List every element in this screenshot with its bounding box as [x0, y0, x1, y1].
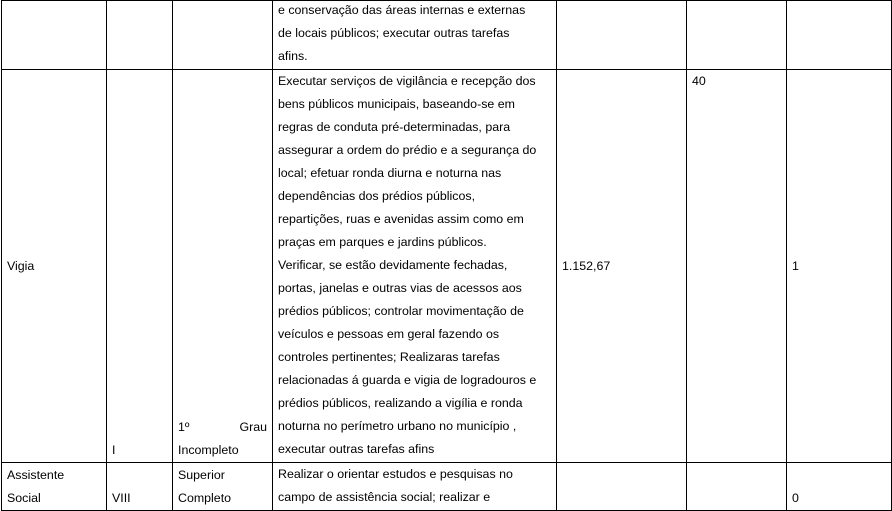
atribuicoes-line: Executar serviços de vigilância e recepção dos: [278, 74, 536, 88]
escolaridade-cell: [173, 70, 273, 463]
atribuicoes-line: executar outras tarefas afins: [278, 442, 435, 456]
atribuicoes-line: controles pertinentes; Realizaras tarefas: [278, 350, 500, 364]
escolaridade-cell: [173, 463, 273, 511]
table-row: [2, 463, 892, 511]
atribuicoes-line: veículos e pessoas em geral fazendo os: [278, 327, 500, 341]
atribuicoes-line: noturna no perímetro urbano no município ,: [278, 419, 517, 433]
vencimento-cell: 1.152,67: [557, 70, 687, 463]
atribuicoes-cell: [273, 463, 557, 511]
atribuicoes-line: Verificar, se estão devidamente fechadas,: [278, 258, 508, 272]
cargo-cell: Vigia: [2, 70, 107, 463]
atribuicoes-line: dependências dos prédios públicos,: [278, 189, 476, 203]
atribuicoes-line: praças em parques e jardins públicos.: [278, 235, 487, 249]
atribuicoes-line: prédios públicos, realizando a vigília e ronda: [278, 396, 523, 410]
escolaridade-cell: [173, 1, 273, 70]
atribuicoes-line: local; efetuar ronda diurna e noturna nas: [278, 166, 502, 180]
atribuicoes-line: repartições, ruas e avenidas assim como em: [278, 212, 524, 226]
nivel-cell: I: [107, 70, 173, 463]
atribuicoes-line: portas, janelas e outras vias de acessos aos: [278, 281, 522, 295]
vagas-cell: 0: [787, 463, 892, 511]
atribuicoes-cell: [273, 70, 557, 463]
escolaridade-text: 1º: [178, 420, 190, 434]
atribuicoes-line: Realizar o orientar estudos e pesquisas no: [278, 467, 513, 481]
escolaridade-text: Superior: [178, 467, 225, 482]
atribuicoes-line: regras de conduta pré-determinadas, para: [278, 120, 511, 134]
atribuicoes-line: e conservação das áreas internas e externas: [278, 3, 526, 17]
vagas-cell: 1: [787, 70, 892, 463]
atribuicoes-cell: [273, 1, 557, 70]
cargo-text: Social: [7, 490, 41, 505]
nivel-cell: VIII: [107, 463, 173, 511]
table-row: [2, 1, 892, 70]
escolaridade-text: Incompleto: [178, 443, 239, 457]
atribuicoes-line: relacionadas á guarda e vigia de logradouros e: [278, 373, 537, 387]
vencimento-cell: [557, 1, 687, 70]
vencimento-cell: [557, 463, 687, 511]
carga-horaria-cell: [687, 463, 787, 511]
nivel-cell: [107, 1, 173, 70]
atribuicoes-line: assegurar a ordem do prédio e a segurança do: [278, 143, 537, 157]
cargo-cell: [2, 463, 107, 511]
atribuicoes-line: campo de assistência social; realizar e: [278, 490, 491, 504]
cargo-cell: [2, 1, 107, 70]
carga-horaria-cell: [687, 1, 787, 70]
escolaridade-text: Completo: [178, 490, 232, 505]
carga-horaria-cell: 40: [687, 70, 787, 463]
vagas-cell: [787, 1, 892, 70]
escolaridade-text: Grau: [239, 420, 267, 434]
atribuicoes-line: afins.: [278, 49, 308, 63]
atribuicoes-line: prédios públicos; controlar movimentação de: [278, 304, 524, 318]
table-row: [2, 70, 892, 463]
positions-table: [1, 0, 892, 511]
atribuicoes-line: bens públicos municipais, baseando-se em: [278, 97, 515, 111]
cargo-text: Assistente: [7, 467, 65, 482]
atribuicoes-line: de locais públicos; executar outras tarefas: [278, 26, 510, 40]
